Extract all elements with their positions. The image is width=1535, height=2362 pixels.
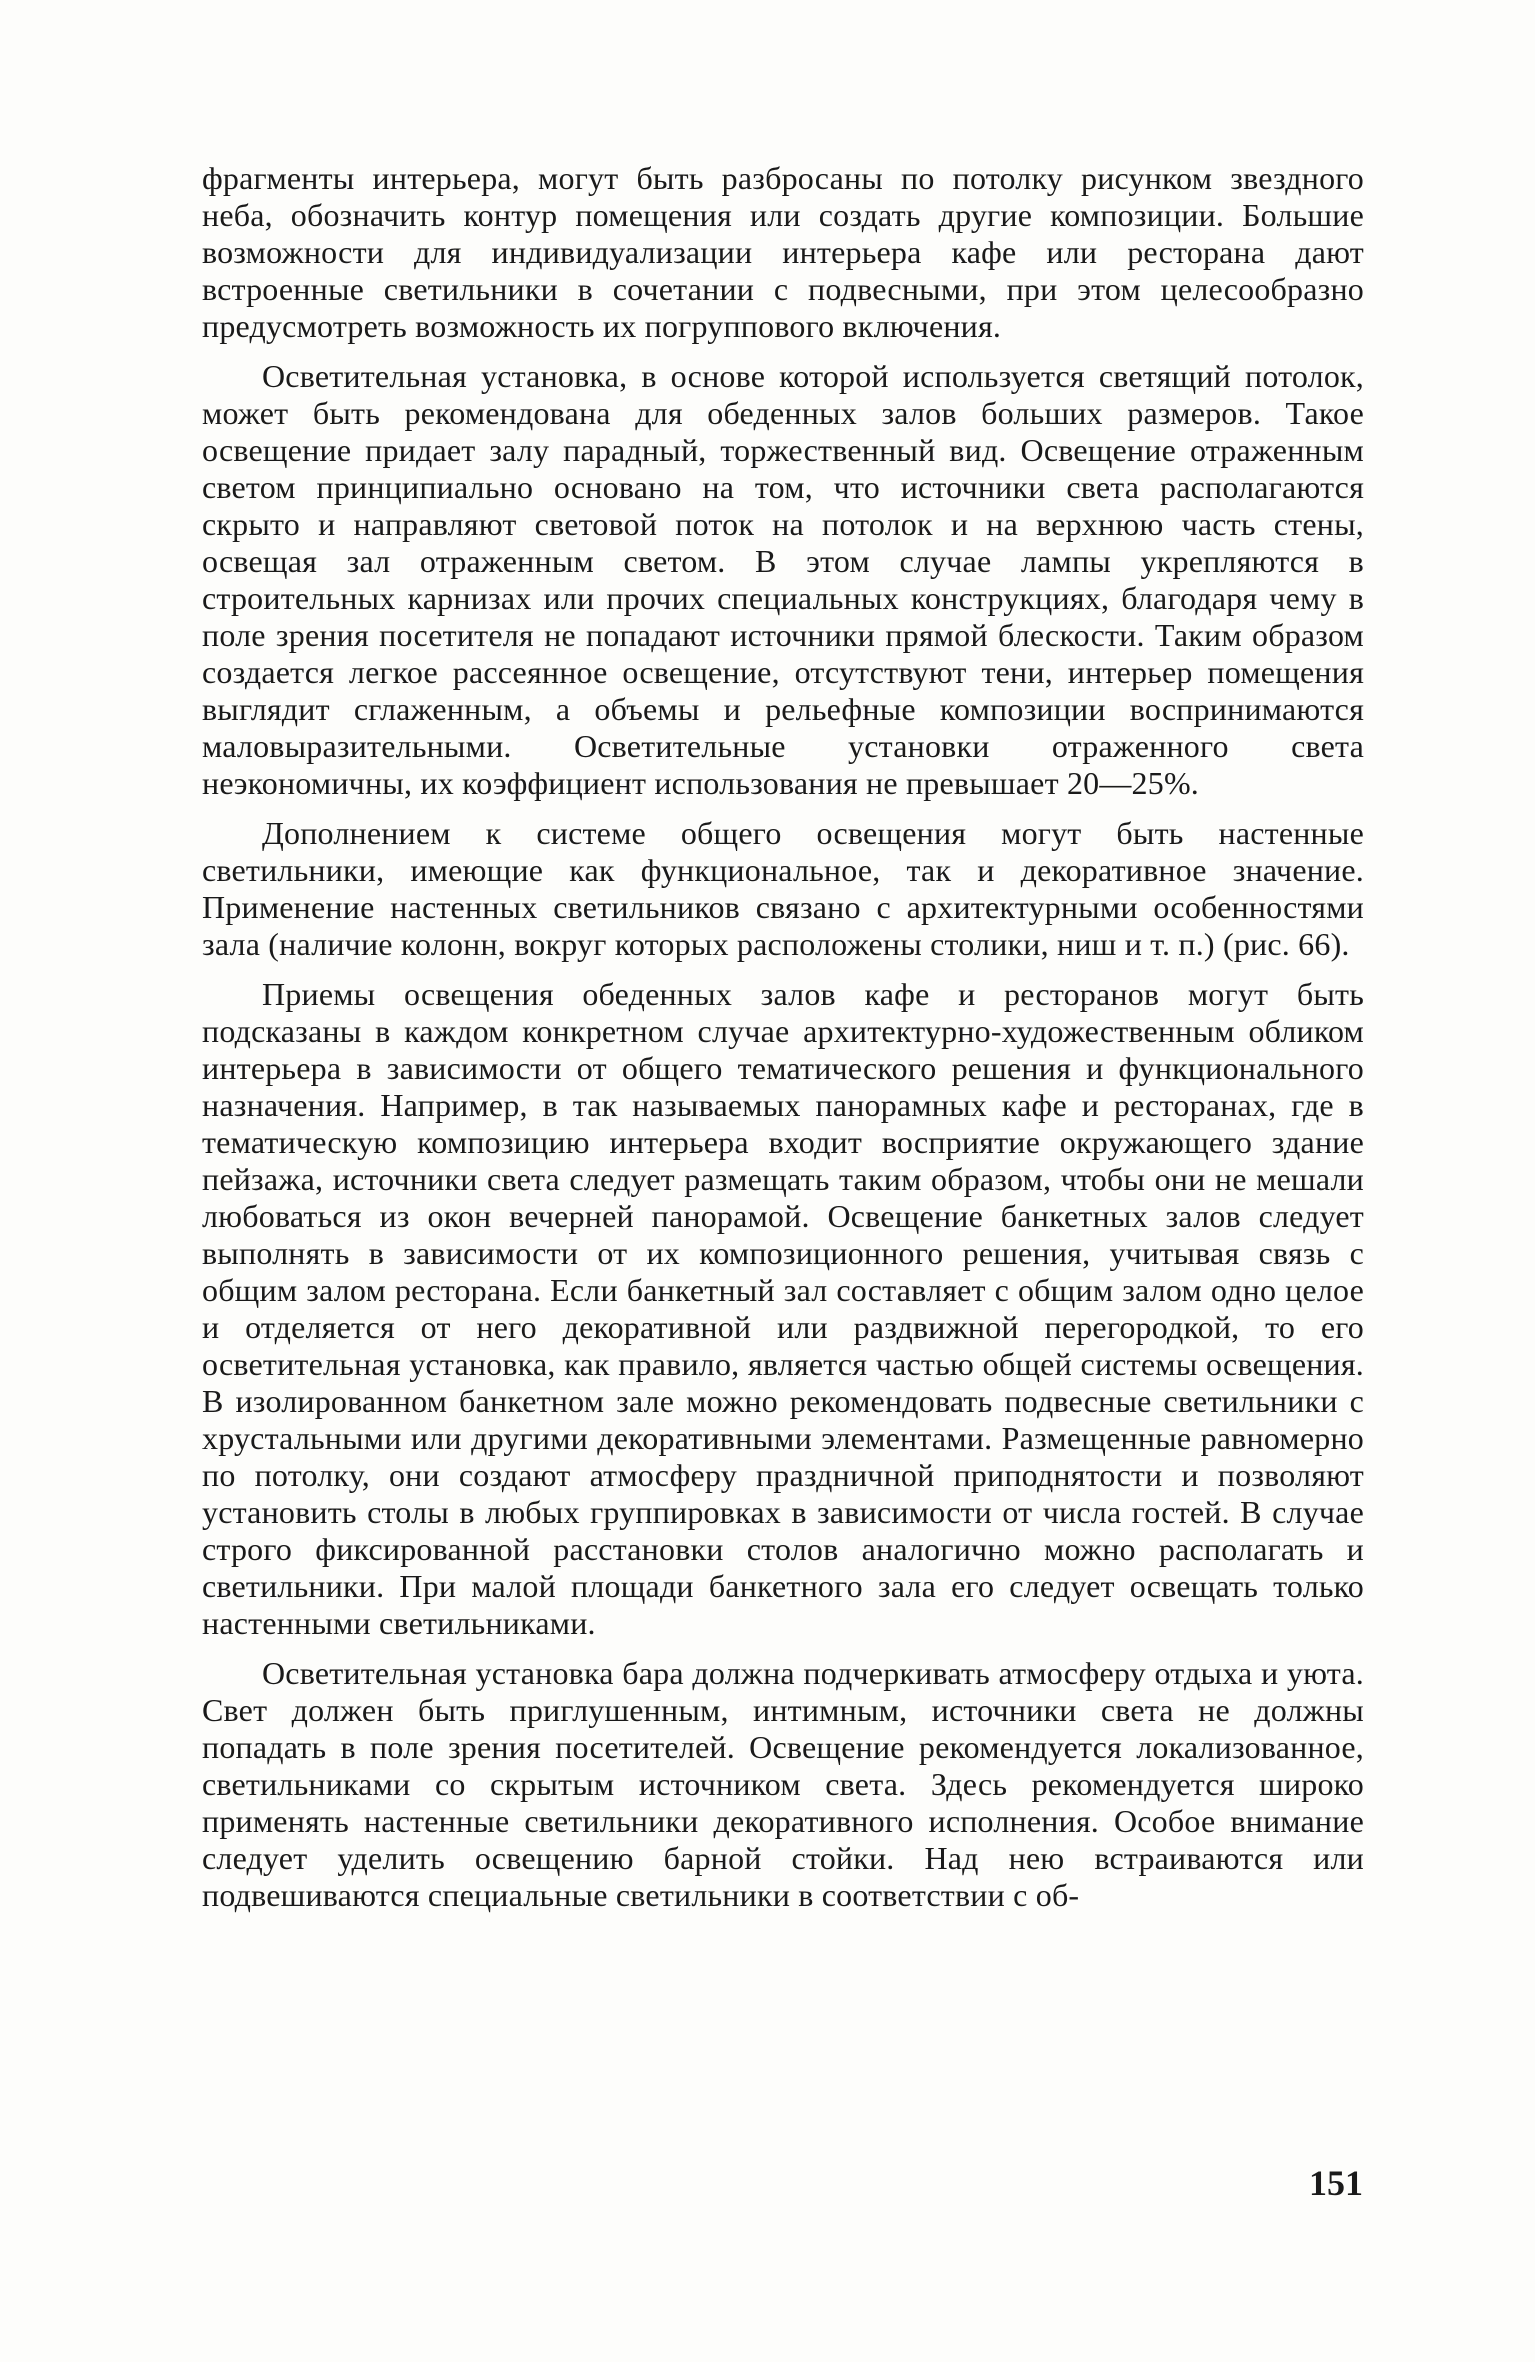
paragraph-continuation: фрагменты интерьера, могут быть разбросаны по потолку рисунком звездного неба, обозначить контур помещения или создать другие композиции. Большие возможности для индивидуализации интерьера кафе или ресторана дают встроенные светильники в сочетании с подвесными, при этом целесообразно предусмотреть возможность их погруппового включения. bbox=[202, 160, 1364, 344]
paragraph-bar-lighting: Осветительная установка бара должна подчеркивать атмосферу отдыха и уюта. Свет должен быть приглушенным, интимным, источники света не должны попадать в поле зрения посетителей. Освещение рекомендуется локализованное, светильниками со скрытым источником света. Здесь рекомендуется широко применять настенные светильники декоративного исполнения. Особое внимание следует уделить освещению барной стойки. Над нею встраиваются или подвешиваются специальные светильники в соответствии с об- bbox=[202, 1655, 1364, 1913]
page-number: 151 bbox=[1309, 2163, 1363, 2203]
paragraph-dining-halls: Приемы освещения обеденных залов кафе и ресторанов могут быть подсказаны в каждом конкретном случае архитектурно-художественным обликом интерьера в зависимости от общего тематического решения и функционального назначения. Например, в так называемых панорамных кафе и ресторанах, где в тематическую композицию интерьера входит восприятие окружающего здание пейзажа, источники света следует размещать таким образом, чтобы они не мешали любоваться из окон вечерней панорамой. Освещение банкетных залов следует выполнять в зависимости от их композиционного решения, учитывая связь с общим залом ресторана. Если банкетный зал составляет с общим залом одно целое и отделяется от него декоративной или раздвижной перегородкой, то его осветительная установка, как правило, является частью общей системы освещения. В изолированном банкетном зале можно рекомендовать подвесные светильники с хрустальными или другими декоративными элементами. Размещенные равномерно по потолку, они создают атмосферу праздничной приподнятости и позволяют установить столы в любых группировках в зависимости от числа гостей. В случае строго фиксированной расстановки столов аналогично можно располагать и светильники. При малой площади банкетного зала его следует освещать только настенными светильниками. bbox=[202, 976, 1364, 1641]
paragraph-luminous-ceiling: Осветительная установка, в основе которой используется светящий потолок, может быть рекомендована для обеденных залов больших размеров. Такое освещение придает залу парадный, торжественный вид. Освещение отраженным светом принципиально основано на том, что источники света располагаются скрыто и направляют световой поток на потолок и на верхнюю часть стены, освещая зал отраженным светом. В этом случае лампы укрепляются в строительных карнизах или прочих специальных конструкциях, благодаря чему в поле зрения посетителя не попадают источники прямой блескости. Таким образом создается легкое рассеянное освещение, отсутствуют тени, интерьер помещения выглядит сглаженным, а объемы и рельефные композиции воспринимаются маловыразительными. Осветительные установки отраженного света неэкономичны, их коэффициент использования не превышает 20—25%. bbox=[202, 358, 1364, 801]
paragraph-wall-lamps: Дополнением к системе общего освещения могут быть настенные светильники, имеющие как функциональное, так и декоративное значение. Применение настенных светильников связано с архитектурными особенностями зала (наличие колонн, вокруг которых расположены столики, ниш и т. п.) (рис. 66). bbox=[202, 815, 1364, 962]
body-text bbox=[202, 160, 1364, 1927]
